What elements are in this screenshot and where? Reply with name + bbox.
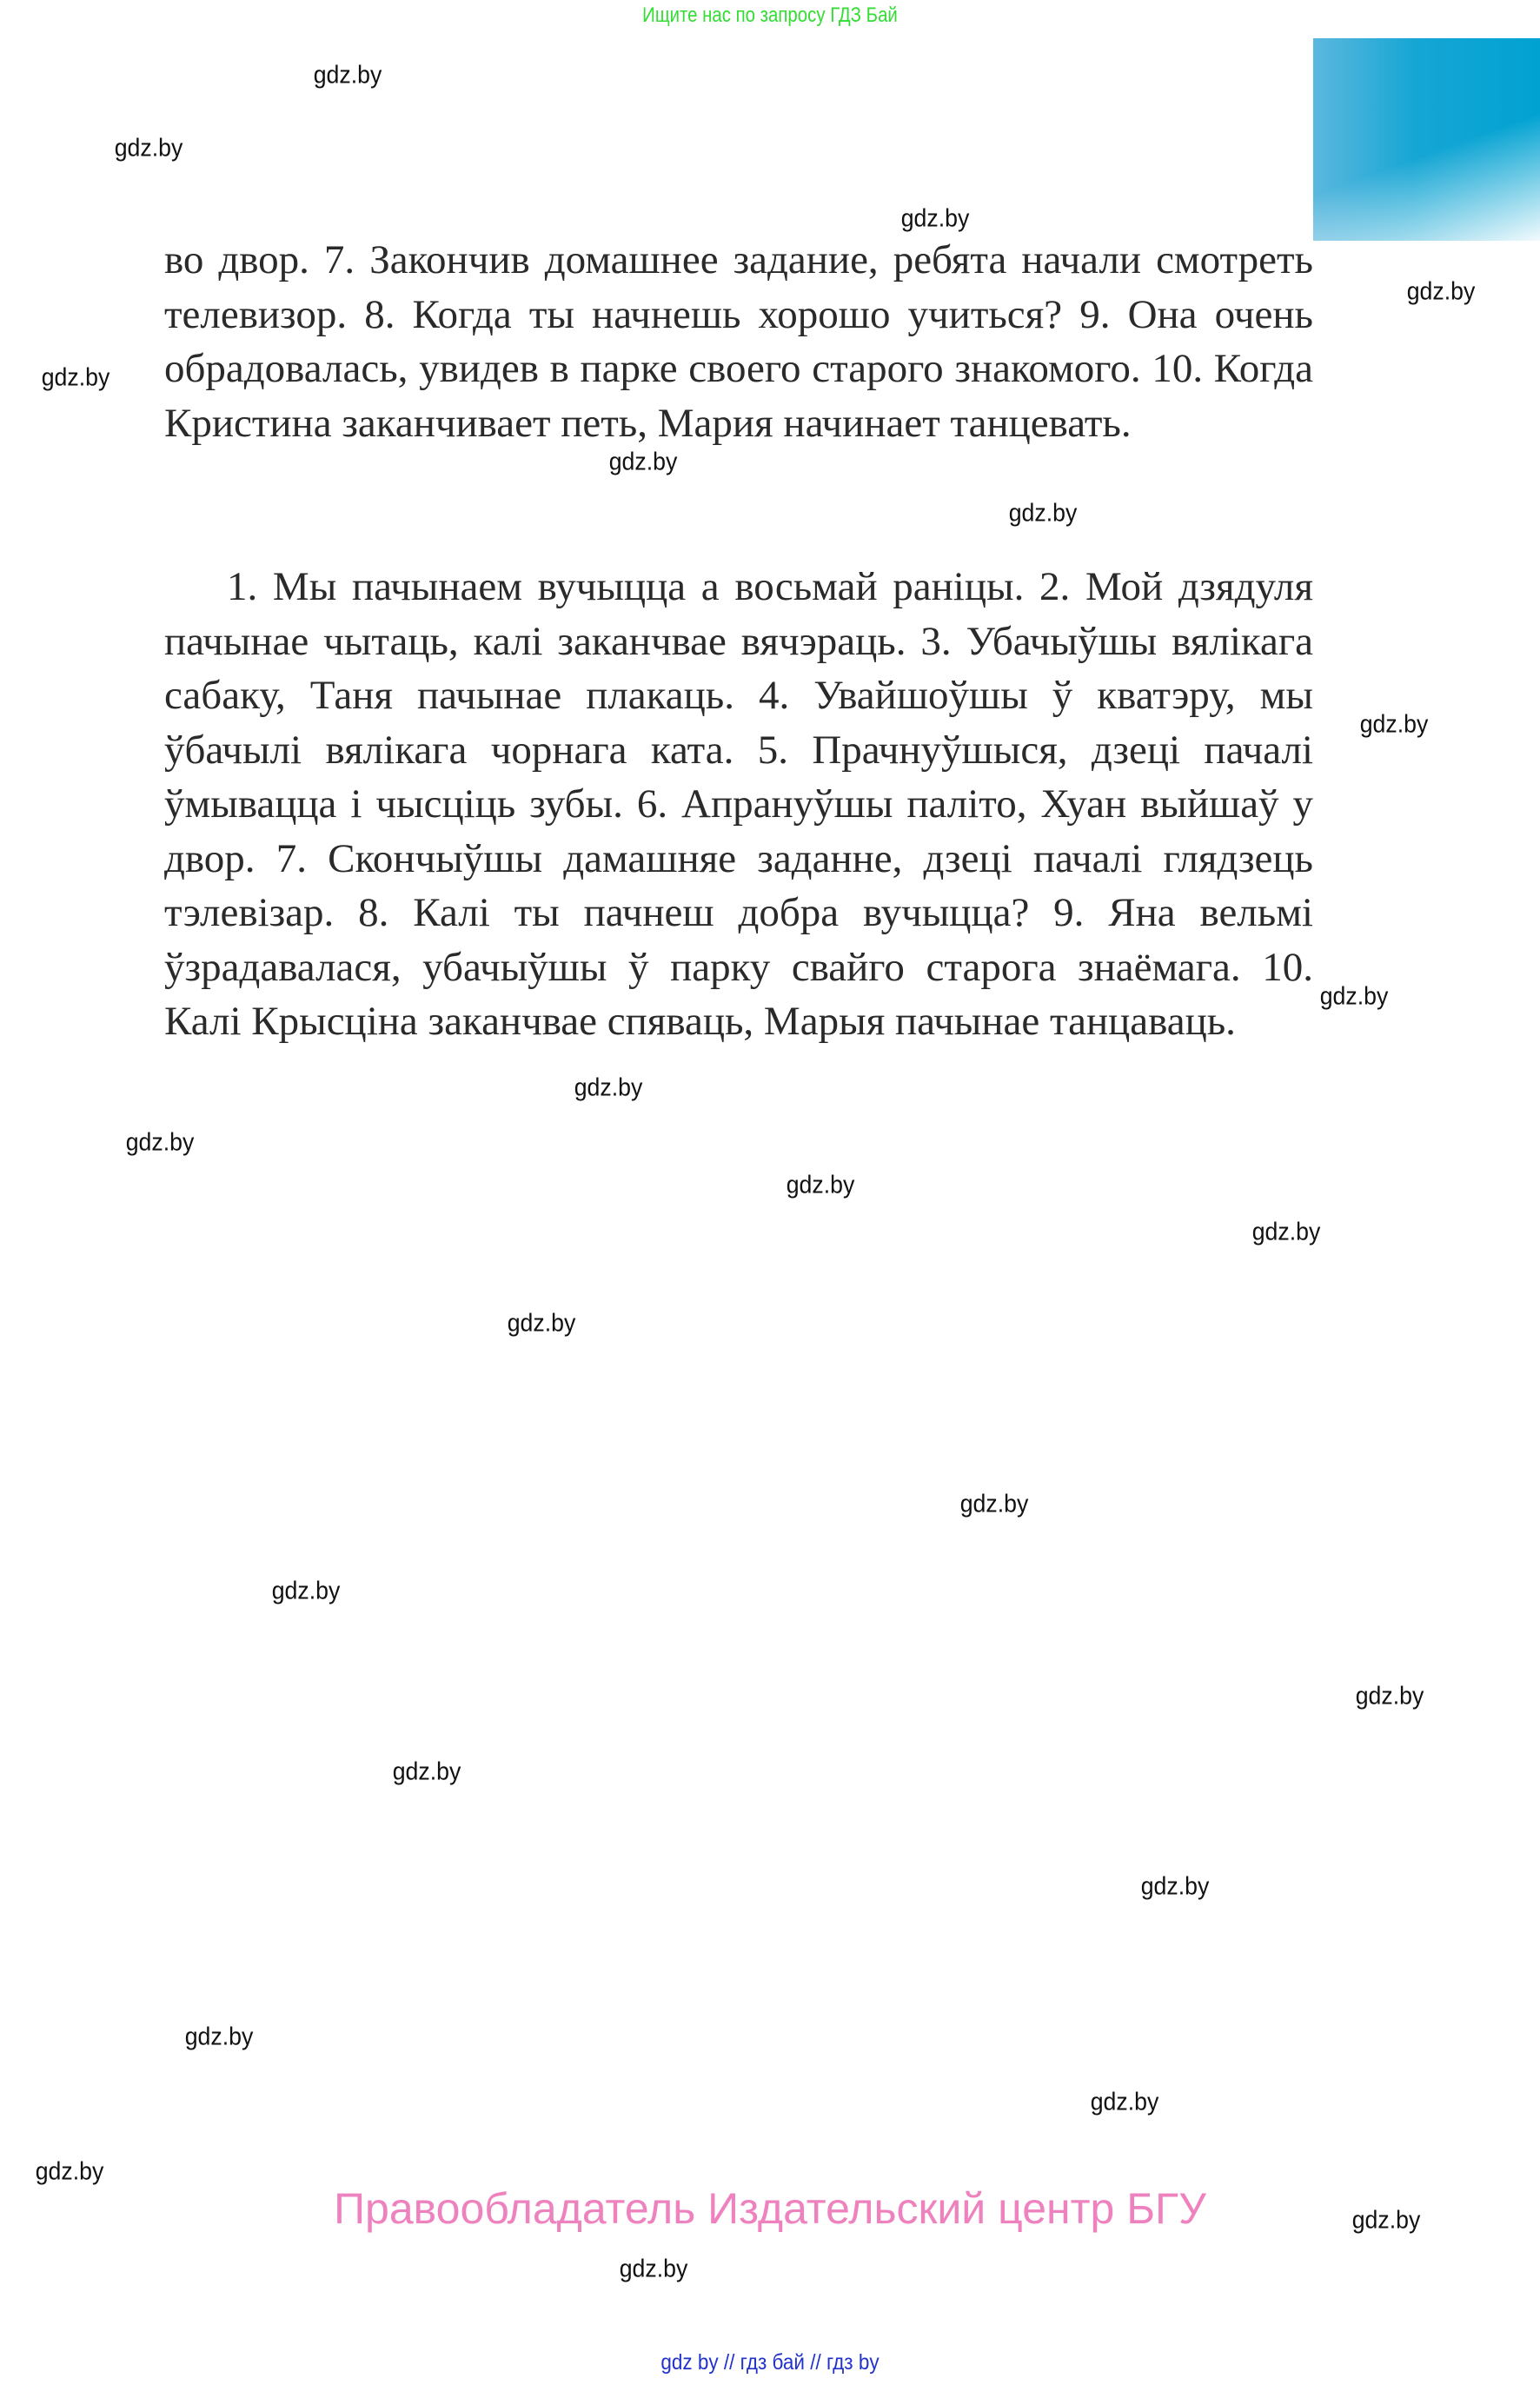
watermark: gdz.by <box>392 1757 461 1786</box>
watermark: gdz.by <box>184 2023 254 2051</box>
watermark: gdz.by <box>959 1490 1029 1518</box>
watermark: gdz.by <box>619 2255 688 2283</box>
watermark: gdz.by <box>41 363 110 392</box>
belarusian-paragraph-text: 1. Мы пачынаем вучыцца а восьмай раніцы. 2. Мой дзядуля пачынае чытаць, калі заканчвае вячэраць. 3. Убачыўшы вялікага сабаку, Таня пачынае плакаць. 4. Увайшоўшы ў кватэру, мы ўбачылі вялікага чорнага ката. 5. Прачнуўшыся, дзеці пачалі ўмывацца і чысціць зубы. 6. Апрануўшы паліто, Хуан выйшаў у двор. 7. Скончыўшы дамашняе заданне, дзеці пачалі глядзець тэлевізар. 8. Калі ты пачнеш добра вучыцца? 9. Яна вельмі ўзрадавалася, убачыўшы ў парку свайго старога знаёмага. 10. Калі Крысціна заканчвае спяваць, Марыя пачынае танцаваць. <box>164 564 1313 1044</box>
watermark: gdz.by <box>786 1171 855 1199</box>
watermark: gdz.by <box>1090 2088 1159 2116</box>
watermark: gdz.by <box>608 448 678 476</box>
belarusian-paragraph <box>164 560 1313 1049</box>
watermark: gdz.by <box>1251 1218 1321 1246</box>
watermark: gdz.by <box>1355 1682 1424 1711</box>
copyright-footer: Правообладатель Издательский центр БГУ <box>334 2184 1206 2233</box>
russian-paragraph <box>164 233 1313 450</box>
watermark: gdz.by <box>507 1309 576 1338</box>
watermark: gdz.by <box>1406 277 1476 306</box>
site-links-footer[interactable]: gdz by // гдз бай // гдз by <box>660 2350 880 2375</box>
watermark: gdz.by <box>114 134 183 163</box>
watermark: gdz.by <box>125 1128 195 1157</box>
watermark: gdz.by <box>1319 982 1389 1011</box>
watermark: gdz.by <box>313 61 382 90</box>
watermark: gdz.by <box>1351 2206 1421 2235</box>
watermark: gdz.by <box>574 1073 643 1102</box>
search-hint-banner: Ищите нас по запросу ГДЗ Бай <box>642 3 898 27</box>
page-corner-decoration <box>1313 38 1540 241</box>
watermark: gdz.by <box>1359 710 1429 739</box>
watermark: gdz.by <box>900 204 970 233</box>
watermark: gdz.by <box>35 2157 104 2186</box>
watermark: gdz.by <box>1140 1872 1210 1901</box>
watermark: gdz.by <box>1008 499 1078 528</box>
russian-paragraph-text: во двор. 7. Закончив домашнее задание, ребята начали смотреть телевизор. 8. Когда ты начнешь хорошо учиться? 9. Она очень обрадовалась, увидев в парке своего старого знакомого. 10. Когда Кристина заканчивает петь, Мария начинает танцевать. <box>164 237 1313 446</box>
watermark: gdz.by <box>271 1577 341 1605</box>
